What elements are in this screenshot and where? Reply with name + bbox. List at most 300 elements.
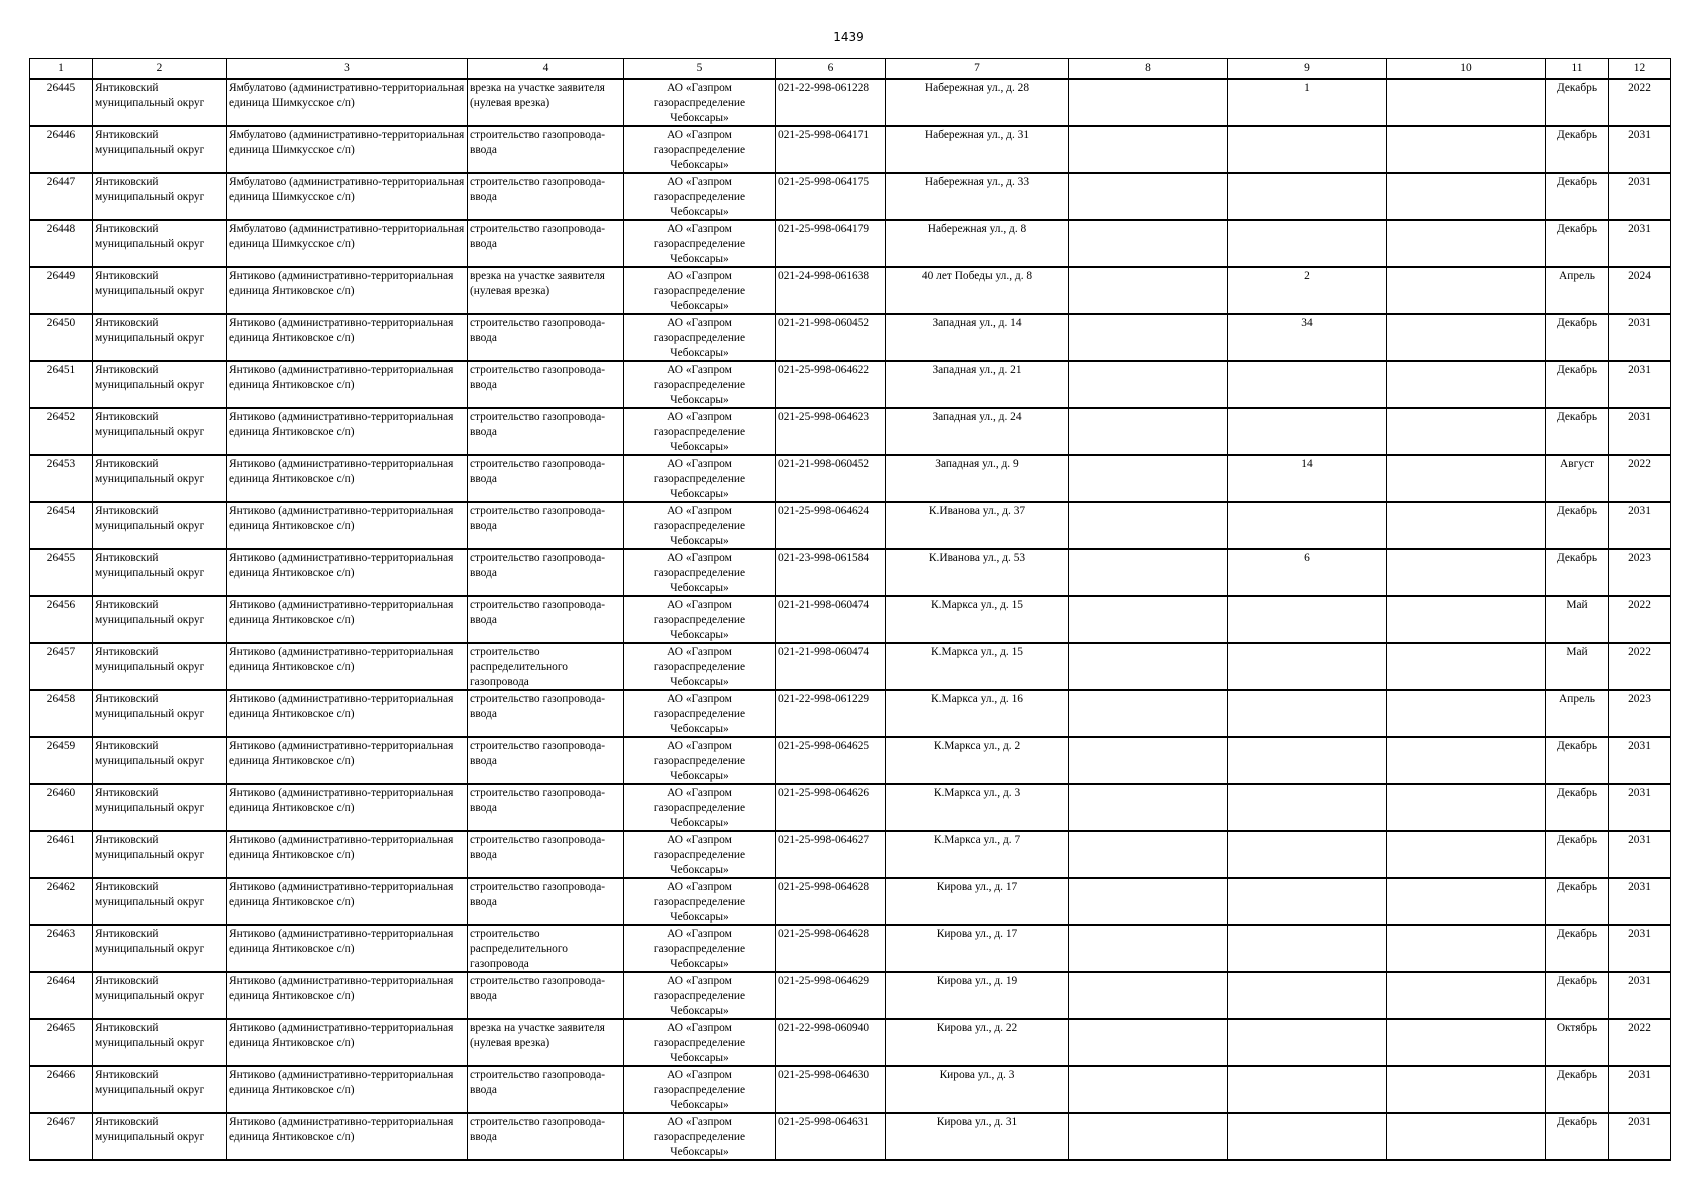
cell-year [1609,737,1671,784]
column-header-10: 10 [1387,59,1546,80]
cell-district [93,455,227,502]
cell-application-code-text: 021-22-998-061228 [778,82,870,94]
cell-id-text: 26463 [46,928,76,940]
cell-year [1609,79,1671,126]
cell-month [1546,126,1609,173]
cell-settlement-text: Ямбулатово (административно-территориальная единица Шимкусское с/п) [229,82,465,109]
cell-col9 [1228,972,1387,1019]
cell-address [886,220,1069,267]
cell-organization-text: АО «Газпром газораспределение Чебоксары» [653,928,746,970]
cell-id [30,925,93,972]
cell-organization [624,925,776,972]
cell-organization [624,1066,776,1113]
cell-organization [624,126,776,173]
table-row [30,1113,1671,1160]
cell-col9-text: 1 [1304,82,1310,94]
cell-organization-text: АО «Газпром газораспределение Чебоксары» [653,458,746,500]
cell-id-text: 26446 [46,129,76,141]
cell-year-text: 2031 [1628,129,1651,141]
cell-organization-text: АО «Газпром газораспределение Чебоксары» [653,82,746,124]
cell-id [30,596,93,643]
cell-settlement [227,408,468,455]
cell-work-type-text: строительство газопровода-ввода [470,129,606,156]
cell-settlement [227,455,468,502]
cell-work-type-text: строительство газопровода-ввода [470,740,606,767]
cell-district [93,925,227,972]
cell-year-text: 2022 [1628,1022,1651,1034]
cell-organization-text: АО «Газпром газораспределение Чебоксары» [653,1116,746,1158]
cell-district [93,831,227,878]
cell-address-text: Набережная ул., д. 8 [927,223,1027,235]
cell-col9 [1228,737,1387,784]
cell-application-code-text: 021-21-998-060452 [778,317,870,329]
cell-work-type-text: строительство газопровода-ввода [470,223,606,250]
cell-col8 [1069,173,1228,220]
cell-application-code-text: 021-21-998-060474 [778,599,870,611]
cell-col8 [1069,1019,1228,1066]
cell-settlement [227,1066,468,1113]
cell-address [886,455,1069,502]
cell-col8 [1069,126,1228,173]
cell-col8 [1069,549,1228,596]
cell-settlement-text: Янтиково (административно-территориальная единица Янтиковское с/п) [229,599,454,626]
cell-district-text: Янтиковский муниципальный округ [95,223,205,250]
cell-year [1609,925,1671,972]
cell-settlement-text: Янтиково (административно-территориальная единица Янтиковское с/п) [229,975,454,1002]
cell-month-text: Декабрь [1556,505,1598,517]
cell-district-text: Янтиковский муниципальный округ [95,1116,205,1143]
cell-settlement-text: Ямбулатово (административно-территориальная единица Шимкусское с/п) [229,176,465,203]
cell-district-text: Янтиковский муниципальный округ [95,505,205,532]
cell-settlement [227,690,468,737]
cell-col10 [1387,925,1546,972]
cell-year [1609,972,1671,1019]
cell-year [1609,878,1671,925]
cell-year [1609,267,1671,314]
cell-id [30,690,93,737]
cell-organization-text: АО «Газпром газораспределение Чебоксары» [653,646,746,688]
cell-district [93,314,227,361]
cell-col8 [1069,361,1228,408]
cell-year [1609,784,1671,831]
cell-settlement-text: Янтиково (административно-территориальная единица Янтиковское с/п) [229,411,454,438]
cell-month [1546,267,1609,314]
table-row [30,878,1671,925]
cell-id-text: 26458 [46,693,76,705]
cell-col9 [1228,502,1387,549]
cell-application-code [776,831,886,878]
cell-settlement [227,267,468,314]
cell-year-text: 2031 [1628,505,1651,517]
cell-settlement [227,79,468,126]
cell-organization [624,643,776,690]
cell-organization-text: АО «Газпром газораспределение Чебоксары» [653,834,746,876]
cell-application-code-text: 021-25-998-064623 [778,411,870,423]
cell-settlement-text: Ямбулатово (административно-территориальная единица Шимкусское с/п) [229,129,465,156]
cell-address [886,361,1069,408]
cell-id [30,972,93,1019]
cell-work-type [468,737,624,784]
cell-id-text: 26451 [46,364,76,376]
column-header-9: 9 [1228,59,1387,80]
cell-id [30,408,93,455]
cell-district-text: Янтиковский муниципальный округ [95,975,205,1002]
cell-work-type [468,314,624,361]
cell-district-text: Янтиковский муниципальный округ [95,317,205,344]
cell-settlement-text: Янтиково (административно-территориальная единица Янтиковское с/п) [229,364,454,391]
cell-application-code-text: 021-25-998-064631 [778,1116,870,1128]
cell-settlement-text: Янтиково (административно-территориальная единица Янтиковское с/п) [229,552,454,579]
cell-settlement-text: Ямбулатово (административно-территориальная единица Шимкусское с/п) [229,223,465,250]
cell-application-code [776,972,886,1019]
column-header-7: 7 [886,59,1069,80]
cell-organization-text: АО «Газпром газораспределение Чебоксары» [653,270,746,312]
cell-address-text: К.Маркса ул., д. 2 [933,740,1021,752]
cell-work-type-text: строительство газопровода-ввода [470,975,606,1002]
cell-application-code [776,784,886,831]
cell-district-text: Янтиковский муниципальный округ [95,646,205,673]
cell-organization [624,972,776,1019]
cell-organization [624,220,776,267]
cell-district-text: Янтиковский муниципальный округ [95,881,205,908]
cell-year [1609,643,1671,690]
cell-month [1546,1113,1609,1160]
cell-work-type [468,972,624,1019]
cell-address [886,267,1069,314]
cell-address [886,878,1069,925]
cell-id-text: 26462 [46,881,76,893]
cell-application-code [776,126,886,173]
cell-work-type [468,549,624,596]
cell-settlement-text: Янтиково (административно-территориальная единица Янтиковское с/п) [229,1069,454,1096]
cell-year [1609,126,1671,173]
cell-year [1609,361,1671,408]
cell-settlement [227,173,468,220]
cell-district-text: Янтиковский муниципальный округ [95,411,205,438]
cell-address-text: Кирова ул., д. 22 [936,1022,1018,1034]
cell-organization [624,784,776,831]
cell-organization [624,267,776,314]
cell-organization [624,690,776,737]
cell-col8 [1069,972,1228,1019]
cell-address-text: Набережная ул., д. 28 [924,82,1030,94]
cell-work-type [468,1113,624,1160]
cell-col10 [1387,220,1546,267]
cell-district-text: Янтиковский муниципальный округ [95,928,205,955]
cell-organization-text: АО «Газпром газораспределение Чебоксары» [653,1069,746,1111]
table-row [30,925,1671,972]
cell-col9 [1228,361,1387,408]
column-header-1: 1 [30,59,93,80]
cell-application-code [776,220,886,267]
cell-address-text: Западная ул., д. 14 [932,317,1022,329]
table-row [30,314,1671,361]
cell-application-code-text: 021-25-998-064171 [778,129,870,141]
cell-address [886,173,1069,220]
cell-application-code [776,1019,886,1066]
cell-district-text: Янтиковский муниципальный округ [95,599,205,626]
cell-application-code-text: 021-24-998-061638 [778,270,870,282]
cell-work-type-text: строительство газопровода-ввода [470,599,606,626]
cell-work-type [468,690,624,737]
column-header-8: 8 [1069,59,1228,80]
cell-id-text: 26447 [46,176,76,188]
cell-organization-text: АО «Газпром газораспределение Чебоксары» [653,317,746,359]
cell-organization [624,737,776,784]
cell-work-type [468,502,624,549]
cell-organization-text: АО «Газпром газораспределение Чебоксары» [653,740,746,782]
cell-id [30,314,93,361]
cell-district [93,549,227,596]
cell-col9 [1228,220,1387,267]
cell-organization [624,878,776,925]
cell-settlement [227,784,468,831]
cell-col9-text: 6 [1304,552,1310,564]
cell-application-code [776,690,886,737]
cell-address-text: К.Маркса ул., д. 16 [931,693,1023,705]
cell-month [1546,361,1609,408]
cell-col10 [1387,784,1546,831]
cell-application-code [776,173,886,220]
cell-application-code [776,314,886,361]
cell-work-type [468,79,624,126]
cell-col9 [1228,79,1387,126]
table-row [30,643,1671,690]
cell-col8 [1069,220,1228,267]
cell-settlement [227,1113,468,1160]
cell-year-text: 2031 [1628,975,1651,987]
cell-year [1609,455,1671,502]
cell-work-type [468,267,624,314]
cell-address [886,408,1069,455]
cell-address-text: Западная ул., д. 21 [932,364,1022,376]
cell-work-type [468,643,624,690]
cell-month-text: Апрель [1559,270,1595,282]
cell-id-text: 26465 [46,1022,76,1034]
cell-address [886,1113,1069,1160]
cell-work-type-text: строительство газопровода-ввода [470,505,606,532]
cell-month-text: Август [1559,458,1594,470]
cell-month [1546,643,1609,690]
cell-work-type-text: строительство газопровода-ввода [470,834,606,861]
cell-id [30,784,93,831]
cell-application-code-text: 021-25-998-064629 [778,975,870,987]
cell-address-text: Набережная ул., д. 33 [924,176,1030,188]
cell-district-text: Янтиковский муниципальный округ [95,787,205,814]
cell-month-text: Декабрь [1556,881,1598,893]
cell-settlement-text: Янтиково (административно-территориальная единица Янтиковское с/п) [229,881,454,908]
cell-settlement-text: Янтиково (административно-территориальная единица Янтиковское с/п) [229,646,454,673]
cell-work-type-text: строительство газопровода-ввода [470,317,606,344]
cell-district-text: Янтиковский муниципальный округ [95,1022,205,1049]
cell-settlement-text: Янтиково (административно-территориальная единица Янтиковское с/п) [229,270,454,297]
cell-application-code-text: 021-25-998-064626 [778,787,870,799]
cell-application-code [776,643,886,690]
cell-application-code [776,455,886,502]
cell-organization-text: АО «Газпром газораспределение Чебоксары» [653,552,746,594]
cell-address [886,314,1069,361]
cell-month-text: Май [1566,599,1588,611]
cell-id-text: 26452 [46,411,76,423]
cell-year [1609,408,1671,455]
cell-work-type-text: строительство газопровода-ввода [470,1069,606,1096]
cell-year-text: 2022 [1628,458,1651,470]
cell-district-text: Янтиковский муниципальный округ [95,552,205,579]
cell-application-code-text: 021-25-998-064630 [778,1069,870,1081]
cell-work-type-text: строительство газопровода-ввода [470,881,606,908]
cell-id [30,173,93,220]
cell-address [886,596,1069,643]
cell-year-text: 2031 [1628,223,1651,235]
cell-address [886,126,1069,173]
cell-work-type [468,173,624,220]
cell-application-code-text: 021-25-998-064179 [778,223,870,235]
cell-district-text: Янтиковский муниципальный округ [95,834,205,861]
cell-work-type-text: врезка на участке заявителя (нулевая врезка) [470,270,605,297]
cell-col8 [1069,314,1228,361]
table-row [30,502,1671,549]
cell-application-code-text: 021-25-998-064622 [778,364,870,376]
cell-settlement [227,878,468,925]
cell-settlement-text: Янтиково (административно-территориальная единица Янтиковское с/п) [229,317,454,344]
cell-month-text: Декабрь [1556,1116,1598,1128]
cell-district [93,79,227,126]
cell-work-type-text: строительство распределительного газопровода [470,928,568,970]
table-row [30,173,1671,220]
cell-address [886,972,1069,1019]
cell-district [93,737,227,784]
cell-month-text: Декабрь [1556,834,1598,846]
cell-district [93,408,227,455]
cell-id-text: 26461 [46,834,76,846]
cell-id [30,737,93,784]
cell-col10 [1387,596,1546,643]
cell-month [1546,220,1609,267]
column-header-5: 5 [624,59,776,80]
cell-application-code-text: 021-22-998-060940 [778,1022,870,1034]
cell-month [1546,596,1609,643]
cell-district-text: Янтиковский муниципальный округ [95,129,205,156]
cell-application-code [776,549,886,596]
table-row [30,596,1671,643]
cell-application-code-text: 021-21-998-060452 [778,458,870,470]
cell-year [1609,549,1671,596]
cell-id-text: 26448 [46,223,76,235]
cell-address [886,784,1069,831]
table-row [30,784,1671,831]
cell-organization-text: АО «Газпром газораспределение Чебоксары» [653,411,746,453]
cell-col10 [1387,878,1546,925]
cell-id [30,502,93,549]
cell-address-text: Набережная ул., д. 31 [924,129,1030,141]
cell-address-text: Кирова ул., д. 19 [936,975,1018,987]
cell-col8 [1069,831,1228,878]
cell-district [93,126,227,173]
cell-col10 [1387,173,1546,220]
cell-id-text: 26445 [46,82,76,94]
cell-application-code [776,925,886,972]
cell-id [30,831,93,878]
cell-work-type-text: строительство распределительного газопровода [470,646,568,688]
cell-organization-text: АО «Газпром газораспределение Чебоксары» [653,223,746,265]
cell-month [1546,455,1609,502]
cell-col9-text: 2 [1304,270,1310,282]
cell-col9 [1228,1019,1387,1066]
cell-district [93,361,227,408]
cell-month [1546,549,1609,596]
cell-district [93,1019,227,1066]
cell-address [886,549,1069,596]
cell-year [1609,220,1671,267]
cell-id-text: 26464 [46,975,76,987]
column-header-4: 4 [468,59,624,80]
cell-id-text: 26450 [46,317,76,329]
cell-month-text: Май [1566,646,1588,658]
cell-address [886,1019,1069,1066]
cell-month-text: Декабрь [1556,317,1598,329]
cell-district [93,784,227,831]
cell-work-type [468,925,624,972]
cell-month [1546,737,1609,784]
cell-month-text: Декабрь [1556,129,1598,141]
table-row [30,361,1671,408]
cell-id-text: 26453 [46,458,76,470]
cell-settlement [227,831,468,878]
cell-organization-text: АО «Газпром газораспределение Чебоксары» [653,975,746,1017]
cell-col9 [1228,784,1387,831]
cell-month-text: Декабрь [1556,787,1598,799]
cell-year-text: 2022 [1628,82,1651,94]
cell-district [93,878,227,925]
cell-col10 [1387,1113,1546,1160]
table-row [30,1019,1671,1066]
cell-application-code [776,408,886,455]
cell-work-type [468,1066,624,1113]
cell-id [30,267,93,314]
cell-work-type [468,1019,624,1066]
cell-col8 [1069,784,1228,831]
table-header [30,59,1671,80]
cell-work-type [468,596,624,643]
cell-month [1546,1066,1609,1113]
cell-settlement [227,549,468,596]
cell-col10 [1387,1019,1546,1066]
cell-month-text: Декабрь [1556,364,1598,376]
cell-id [30,220,93,267]
table-row [30,79,1671,126]
cell-organization-text: АО «Газпром газораспределение Чебоксары» [653,364,746,406]
cell-col9 [1228,690,1387,737]
cell-month [1546,925,1609,972]
cell-address [886,79,1069,126]
cell-application-code [776,79,886,126]
table-row [30,220,1671,267]
cell-district-text: Янтиковский муниципальный округ [95,1069,205,1096]
cell-district-text: Янтиковский муниципальный округ [95,176,205,203]
cell-id-text: 26459 [46,740,76,752]
cell-application-code [776,878,886,925]
cell-col9 [1228,596,1387,643]
cell-year-text: 2023 [1628,693,1651,705]
cell-id-text: 26460 [46,787,76,799]
cell-id [30,643,93,690]
cell-settlement [227,972,468,1019]
cell-application-code-text: 021-21-998-060474 [778,646,870,658]
cell-work-type [468,220,624,267]
column-header-6: 6 [776,59,886,80]
cell-application-code-text: 021-25-998-064627 [778,834,870,846]
cell-address-text: Кирова ул., д. 31 [936,1116,1018,1128]
